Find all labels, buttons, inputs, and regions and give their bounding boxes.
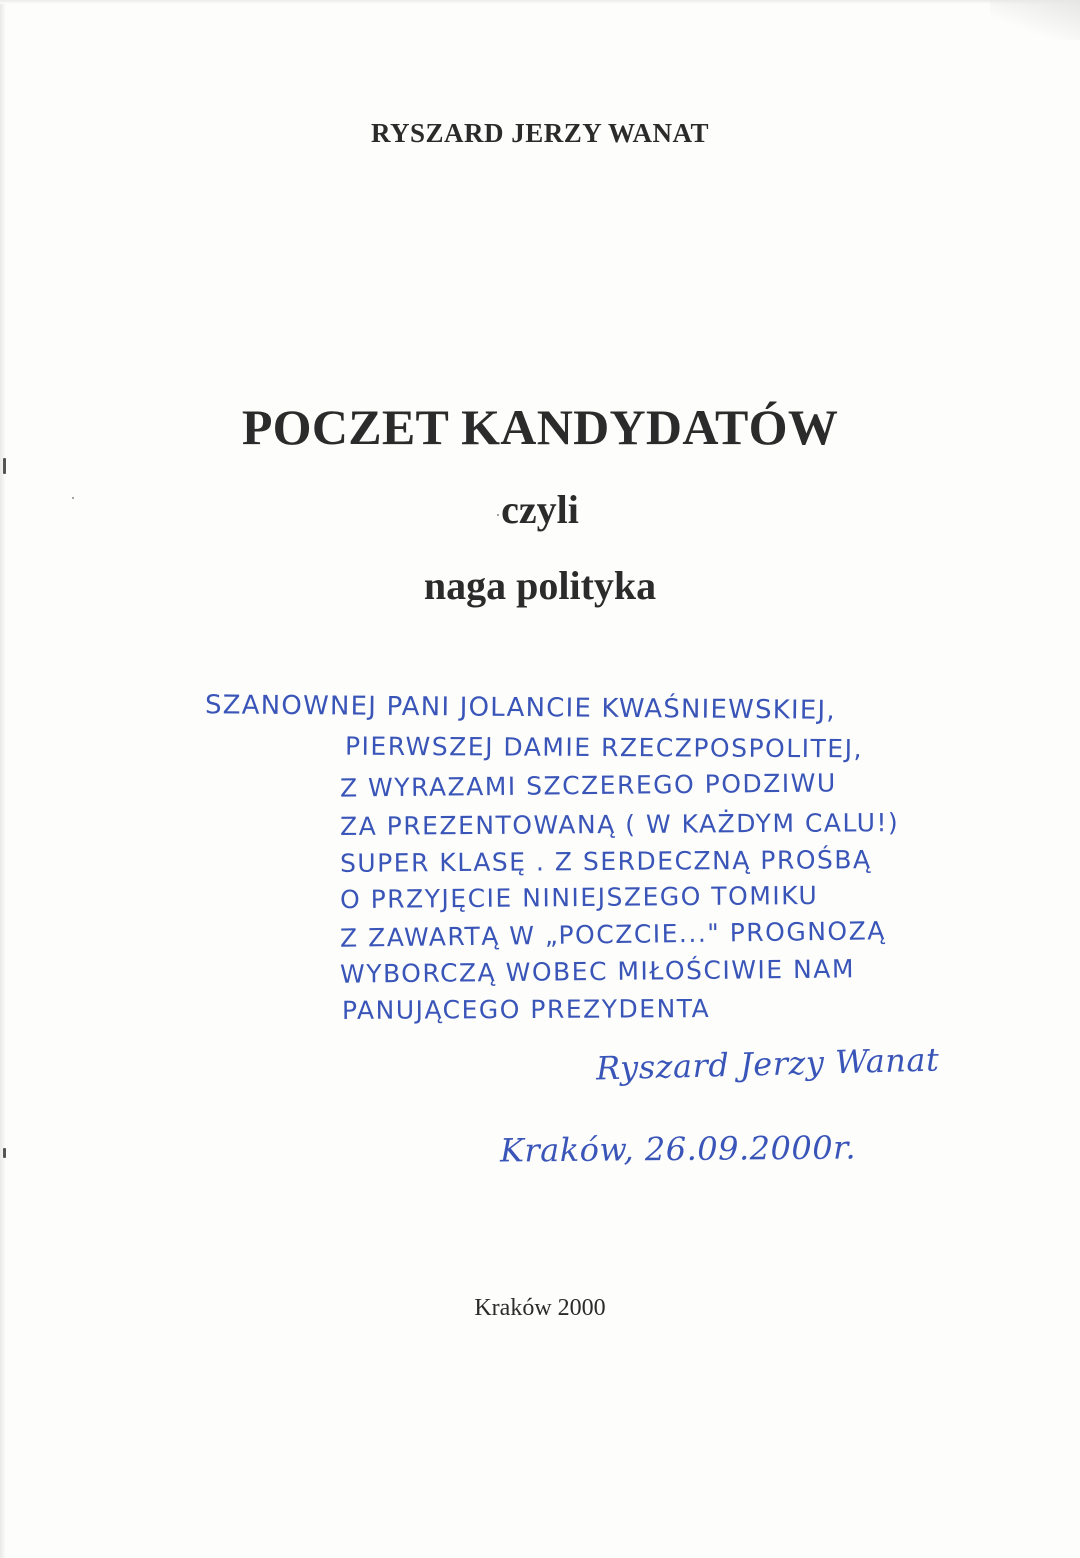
page-top-edge — [0, 0, 1080, 4]
page-left-edge — [0, 0, 6, 1558]
dedication-line: Z ZAWARTĄ W „POCZCIE..." PROGNOZĄ — [339, 916, 887, 953]
page-corner-shadow — [990, 0, 1080, 40]
imprint-place-year: Kraków 2000 — [474, 1295, 606, 1321]
author-name: RYSZARD JERZY WANAT — [370, 118, 710, 148]
dedication-line: PIERWSZEJ DAMIE RZECZPOSPOLITEJ, — [344, 731, 864, 764]
binding-mark — [3, 1148, 6, 1158]
handwritten-signature: Ryszard Jerzy Wanat — [595, 1040, 940, 1088]
dedication-line: WYBORCZĄ WOBEC MIŁOŚCIWIE NAM — [339, 954, 856, 989]
book-subtitle-line-2: naga polityka — [423, 563, 657, 608]
binding-mark — [3, 458, 6, 474]
book-title: POCZET KANDYDATÓW — [241, 399, 839, 455]
dedication-line: PANUJĄCEGO PREZYDENTA — [341, 994, 711, 1025]
dedication-line: O PRZYJĘCIE NINIEJSZEGO TOMIKU — [339, 880, 819, 915]
dedication-line: SZANOWNEJ PANI JOLANCIE KWAŚNIEWSKIEJ, — [204, 690, 836, 726]
dedication-line: Z WYRAZAMI SZCZEREGO PODZIWU — [339, 768, 837, 803]
dedication-line: SUPER KLASĘ . Z SERDECZNĄ PROŚBĄ — [339, 845, 872, 878]
book-subtitle-line-1: czyli — [501, 487, 579, 532]
dedication-line: ZA PREZENTOWANĄ ( W KAŻDYM CALU!) — [339, 808, 900, 841]
handwritten-place-date: Kraków, 26.09.2000r. — [499, 1128, 857, 1170]
